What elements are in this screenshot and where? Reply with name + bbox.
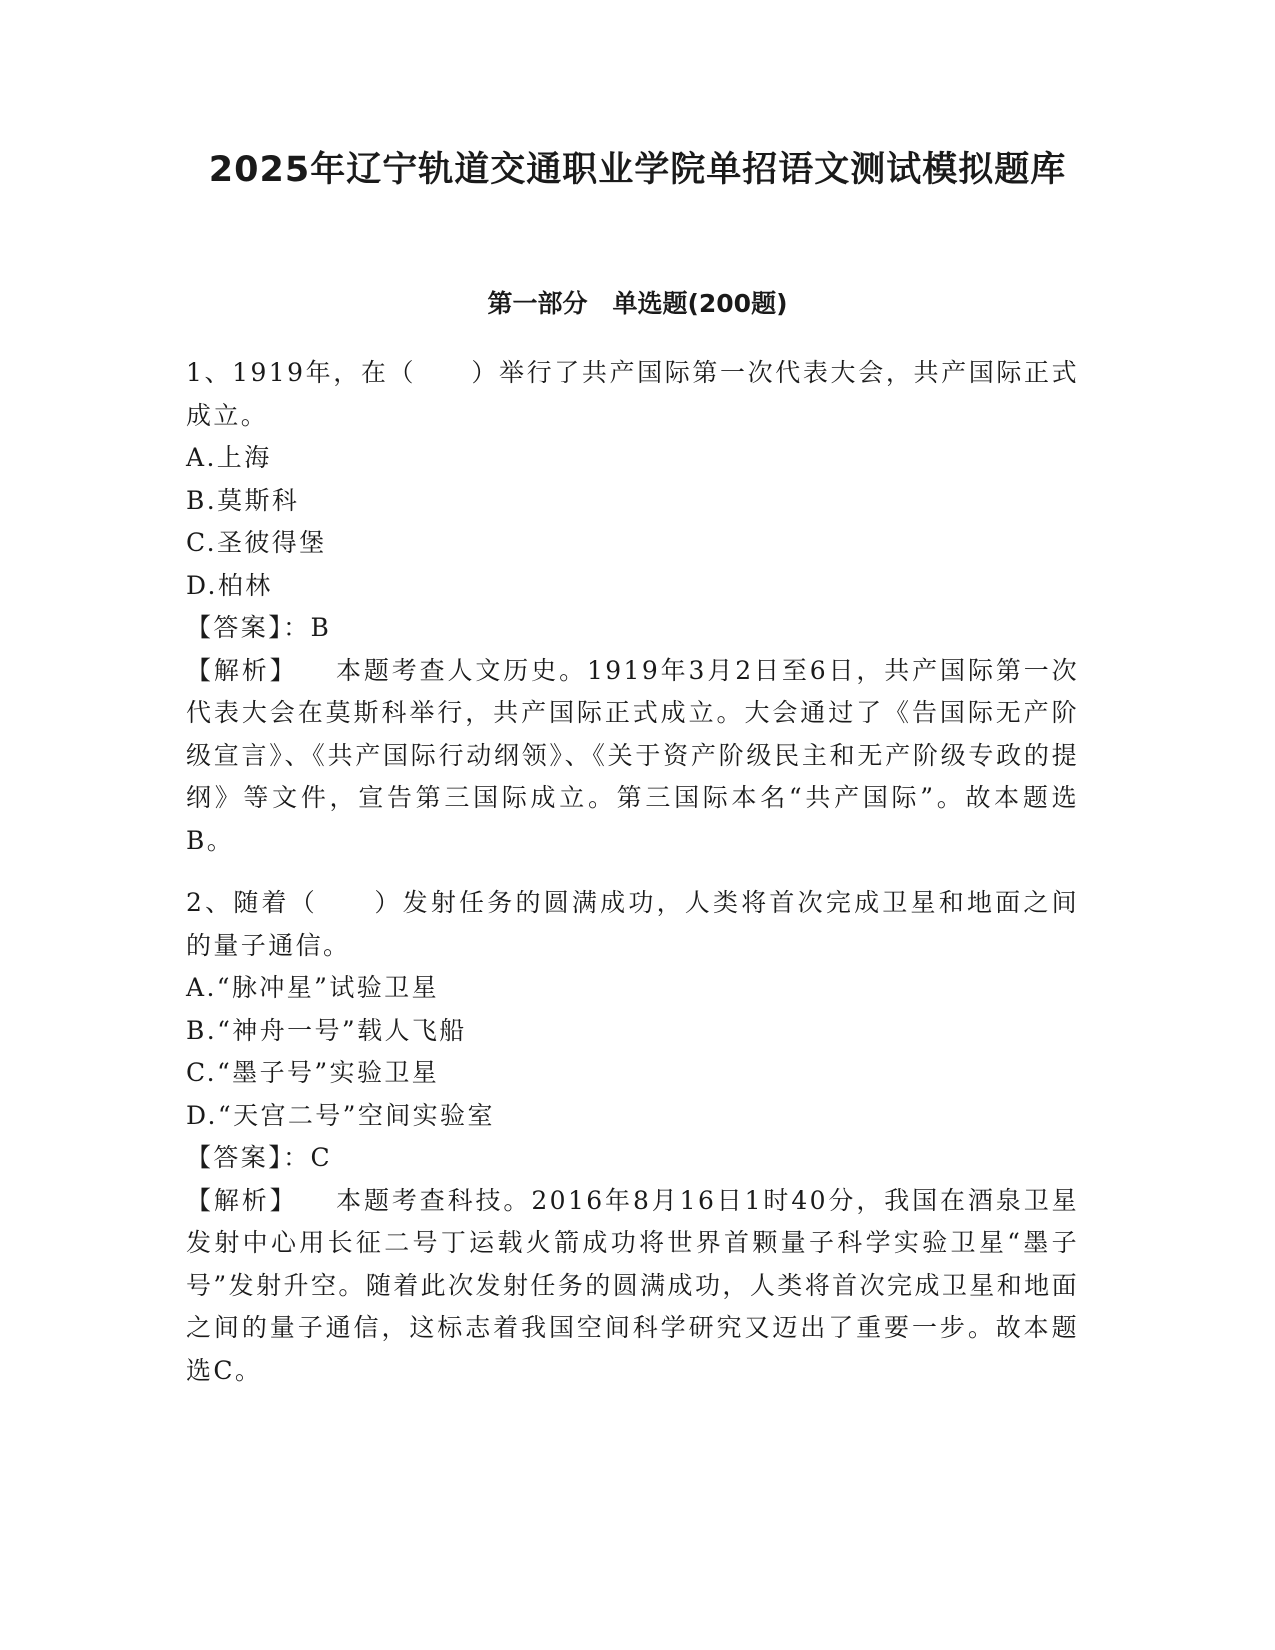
option-b: B.“神舟一号”载人飞船 — [186, 1015, 467, 1045]
option-c: C.圣彼得堡 — [186, 528, 327, 557]
option-a: A.“脉冲星”试验卫星 — [186, 973, 439, 1002]
question-item — [186, 882, 1079, 1392]
section-title: 第一部分 单选题(200题) — [487, 289, 788, 318]
question-list — [186, 352, 1079, 1392]
explanation-text: 本题考查科技。2016年8月16日1时40分，我国在酒泉卫星发射中心用长征二号丁运载火箭成功将世界首颗量子科学实验卫星“墨子号”发射升空。随着此次发射任务的圆满成功，人类将首次完成卫星和地面之间的量子通信，这标志着我国空间科学研究又迈出了重要一步。故本题选C。 — [186, 1185, 1079, 1385]
explanation-text: 本题考查人文历史。1919年3月2日至6日，共产国际第一次代表大会在莫斯科举行，共产国际正式成立。大会通过了《告国际无产阶级宣言》、《共产国际行动纲领》、《关于资产阶级民主和无产阶级专政的提纲》等文件，宣告第三国际成立。第三国际本名“共产国际”。故本题选B。 — [186, 655, 1079, 855]
answer-line — [186, 607, 1079, 650]
answer-value: C — [310, 1143, 333, 1172]
option-b: B.莫斯科 — [186, 485, 300, 515]
explanation — [186, 650, 1079, 863]
answer-line — [186, 1137, 1079, 1180]
option-a: A.上海 — [186, 443, 272, 472]
explanation — [186, 1180, 1079, 1393]
explanation-label: 【解析】 — [186, 655, 298, 685]
answer-label: 【答案】： — [186, 1143, 311, 1172]
question-stem: 1、1919年，在（ ）举行了共产国际第一次代表大会，共产国际正式成立。 — [186, 358, 1079, 430]
question-item — [186, 352, 1079, 862]
document-title: 2025年辽宁轨道交通职业学院单招语文测试模拟题库 — [208, 150, 1067, 190]
option-d: D.柏林 — [186, 570, 273, 600]
question-stem: 2、随着（ ）发射任务的圆满成功，人类将首次完成卫星和地面之间的量子通信。 — [186, 888, 1079, 960]
answer-value: B — [310, 613, 332, 642]
answer-label: 【答案】： — [186, 613, 311, 642]
explanation-label: 【解析】 — [186, 1185, 298, 1215]
option-d: D.“天宫二号”空间实验室 — [186, 1100, 495, 1130]
option-c: C.“墨子号”实验卫星 — [186, 1058, 440, 1087]
